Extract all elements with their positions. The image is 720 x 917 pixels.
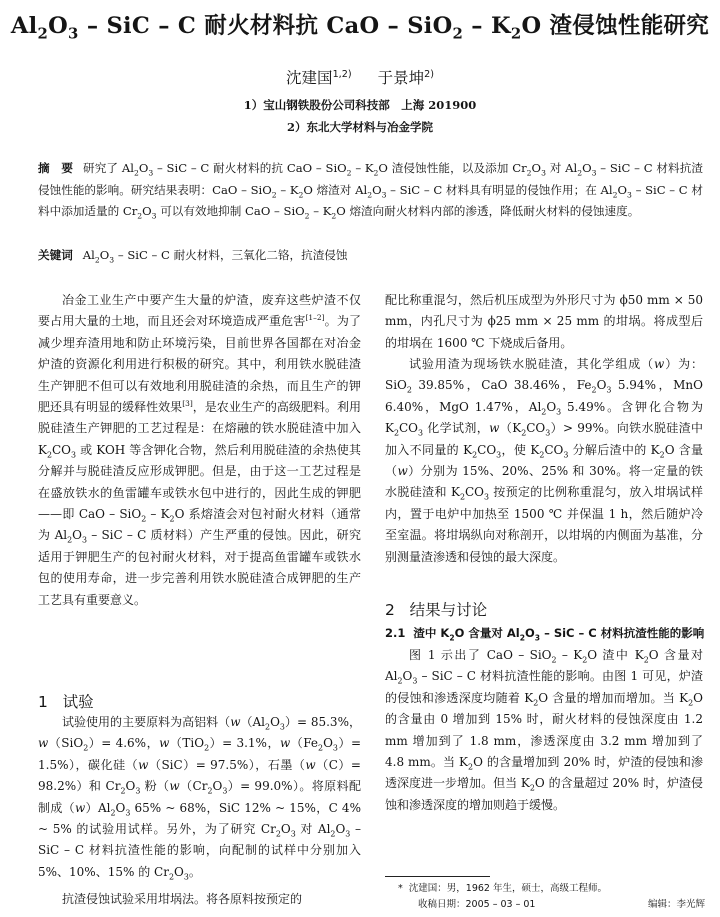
crucible-paragraph-start: 抗渣侵蚀试验采用坩埚法。将各原料按预定的 xyxy=(62,892,303,906)
author-affiliation-marker: 2) xyxy=(424,68,434,80)
article-title: $Al_2O_3$ – SiC – C 耐火材料抗 CaO – $SiO_2 - K_2O$ 渣侵蚀性能研究 xyxy=(10,13,710,43)
footnote-author-info: * 沈建国：男，1962 年生，硕士，高级工程师。 xyxy=(398,883,607,894)
subsection-2-1-heading: 2.1 渣中 $K_2O$ 含量对 $Al_2O_3$ – SiC – C 材料抗渣性能的影响 xyxy=(385,626,705,643)
keywords xyxy=(38,245,703,267)
affiliation-1: 1）宝山钢铁股份公司科技部 上海 201900 xyxy=(243,98,477,112)
footnote-received-date: 收稿日期：2005 – 03 – 01 xyxy=(418,899,536,910)
affiliation-2: 2）东北大学材料与冶金学院 xyxy=(286,120,433,134)
footnote-rule xyxy=(385,876,490,877)
results-paragraph: 图 1 示出了 CaO – $SiO_2 - K_2O$ 渣中 $K_2O$ 含量对 $Al_2O_3$ – SiC – C 材料抗渣性能的影响。由图 1 可见，炉渣的侵蚀和渗透深度均随着 $K_2O$ 含量的增加而增加。当 $K_2O$ 的含量由 0 增加到 15% 时，耐火材料的侵蚀深度由 1.2 mm 增加到了 1.8 mm，渗透深度由 3.2 mm 增加到了 4.8 mm。当 $K_2O$ 的含量增加到 20% 时，炉渣的侵蚀和渗透深度进一步增加。但当 $K_2O$ 的含量超过 20% 时，炉渣侵蚀和渗透深度的增加则趋于缓慢。 xyxy=(385,648,704,812)
footnote-editor: 编辑：李光辉 xyxy=(648,899,706,910)
keywords-label: 关键词 xyxy=(38,248,73,262)
footnote-bullet: * xyxy=(398,883,403,894)
abstract-text: 研究了 $Al_2O_3$ – SiC – C 耐火材料的抗 CaO – $SiO_2 - K_2O$ 渣侵蚀性能，以及添加 $Cr_2O_3$ 对 $Al_2O_3$ – SiC – C 材料抗渣侵蚀性能的影响。研究结果表明：CaO – $SiO_2 - K_2O$ 熔渣对 $Al_2O_3$ – SiC – C 材料具有明显的侵蚀作用；在 $Al_2O_3$ – SiC – C 材料中添加适量的 $Cr_2O_3$ 可以有效地抑制 CaO – $SiO_2 - K_2O$ 熔渣向耐火材料内部的渗透，降低耐火材料的侵蚀速度。 xyxy=(38,161,703,221)
intro-paragraph: 冶金工业生产中要产生大量的炉渣，废弃这些炉渣不仅要占用大量的土地，而且还会对环境造成严重危害[1–2]。为了减少埋弃渣用地和防止环境污染，目前世界各国都在对冶金炉渣的资源化利用进行积极的研究。其中，利用铁水脱硅渣生产钾肥不但可以有效地利用脱硅渣的余热，而且生产的钾肥还具有明显的缓释性效果[3]，是农业生产的高级肥料。利用脱硅渣生产钾肥的工艺过程是：在熔融的铁水脱硅渣中加入 $K_2CO_3$ 或 KOH 等含钾化合物，然后利用脱硅渣的余热使其分解并与脱硅渣反应形成钾肥。但是，由于这一工艺过程是在盛放铁水的鱼雷罐车或铁水包中进行的，因此生成的钾肥——即 CaO – $SiO_2 - K_2O$ 系熔渣会对包衬耐火材料（通常为 $Al_2O_3$ – SiC – C 质材料）产生严重的侵蚀。因此，研究适用于钾肥生产的包衬耐火材料，对于提高鱼雷罐车或铁水包的使用寿命，进一步完善利用铁水脱硅渣合成钾肥的生产工艺具有重要意义。 xyxy=(38,293,362,607)
keywords-text: $Al_2O_3$ – SiC – C 耐火材料，三氧化二铬，抗渣侵蚀 xyxy=(82,248,348,265)
slag-paragraph: 试验用渣为现场铁水脱硅渣，其化学组成（w）为：SiO$_2$ 39.85%，CaO 38.46%，$Fe_2O_3$ 5.94%，MnO 6.40%，MgO 1.47%，$Al_2O_3$ 5.49%。含钾化合物为 $K_2CO_3$ 化学试剂，$w(K_2CO_3)> 99\%$。向铁水脱硅渣中加入不同量的 $K_2CO_3$，使 $K_2CO_3$ 分解后渣中的 $K_2O$ 含量（w）分别为 15%、20%、25% 和 30%。将一定量的铁水脱硅渣和 $K_2CO_3$ 按预定的比例称重混匀，放入坩埚试样内，置于电炉中加热至 1500 ℃ 并保温 1 h，然后随炉冷至室温。将坩埚纵向对称剖开，以坩埚的内侧面为基准，分别测量渣渗透和侵蚀的最大深度。 xyxy=(385,357,704,564)
author-name: 沈建国 xyxy=(286,69,333,87)
author-affiliation-marker: 1,2) xyxy=(332,68,352,80)
method-paragraph-cont: 配比称重混匀，然后机压成型为外形尺寸为 ϕ50 mm × 50 mm，内孔尺寸为 ϕ25 mm × 25 mm 的坩埚。将成型后的坩埚在 1600 ℃ 下烧成后备用。 xyxy=(385,293,703,350)
author-line xyxy=(0,66,720,88)
experiment-paragraph: 试验使用的主要原料为高铝料（$w(Al_2O_3)= 85.3\%$，w（SiO$_2$）= 4.6%，w（TiO$_2$）= 3.1%，$w(Fe_2O_3)= 1.5\%$），碳化硅（w（SiC）= 97.5%），石墨（w（C）= 98.2%）和 $Cr_2O_3$ 粉$(w(Cr_2O_3)= 99.0\%)$。将原料配制成$(w)Al_2O_3$ 65% ~ 68%，SiC 12% ~ 15%，C 4% ~ 5% 的试验用试样。另外，为了研究 $Cr_2O_3$ 对 $Al_2O_3$ – SiC – C 材料抗渣性能的影响，向配制的试样中分别加入 5%、10%、15% 的 $Cr_2O_3$。 xyxy=(38,715,361,882)
abstract xyxy=(38,158,703,223)
section-2-heading: 2 结果与讨论 xyxy=(385,601,488,619)
author-name: 于景坤 xyxy=(377,69,425,87)
abstract-label: 摘 要 xyxy=(38,161,74,175)
section-1-heading: 1 试验 xyxy=(38,693,94,711)
